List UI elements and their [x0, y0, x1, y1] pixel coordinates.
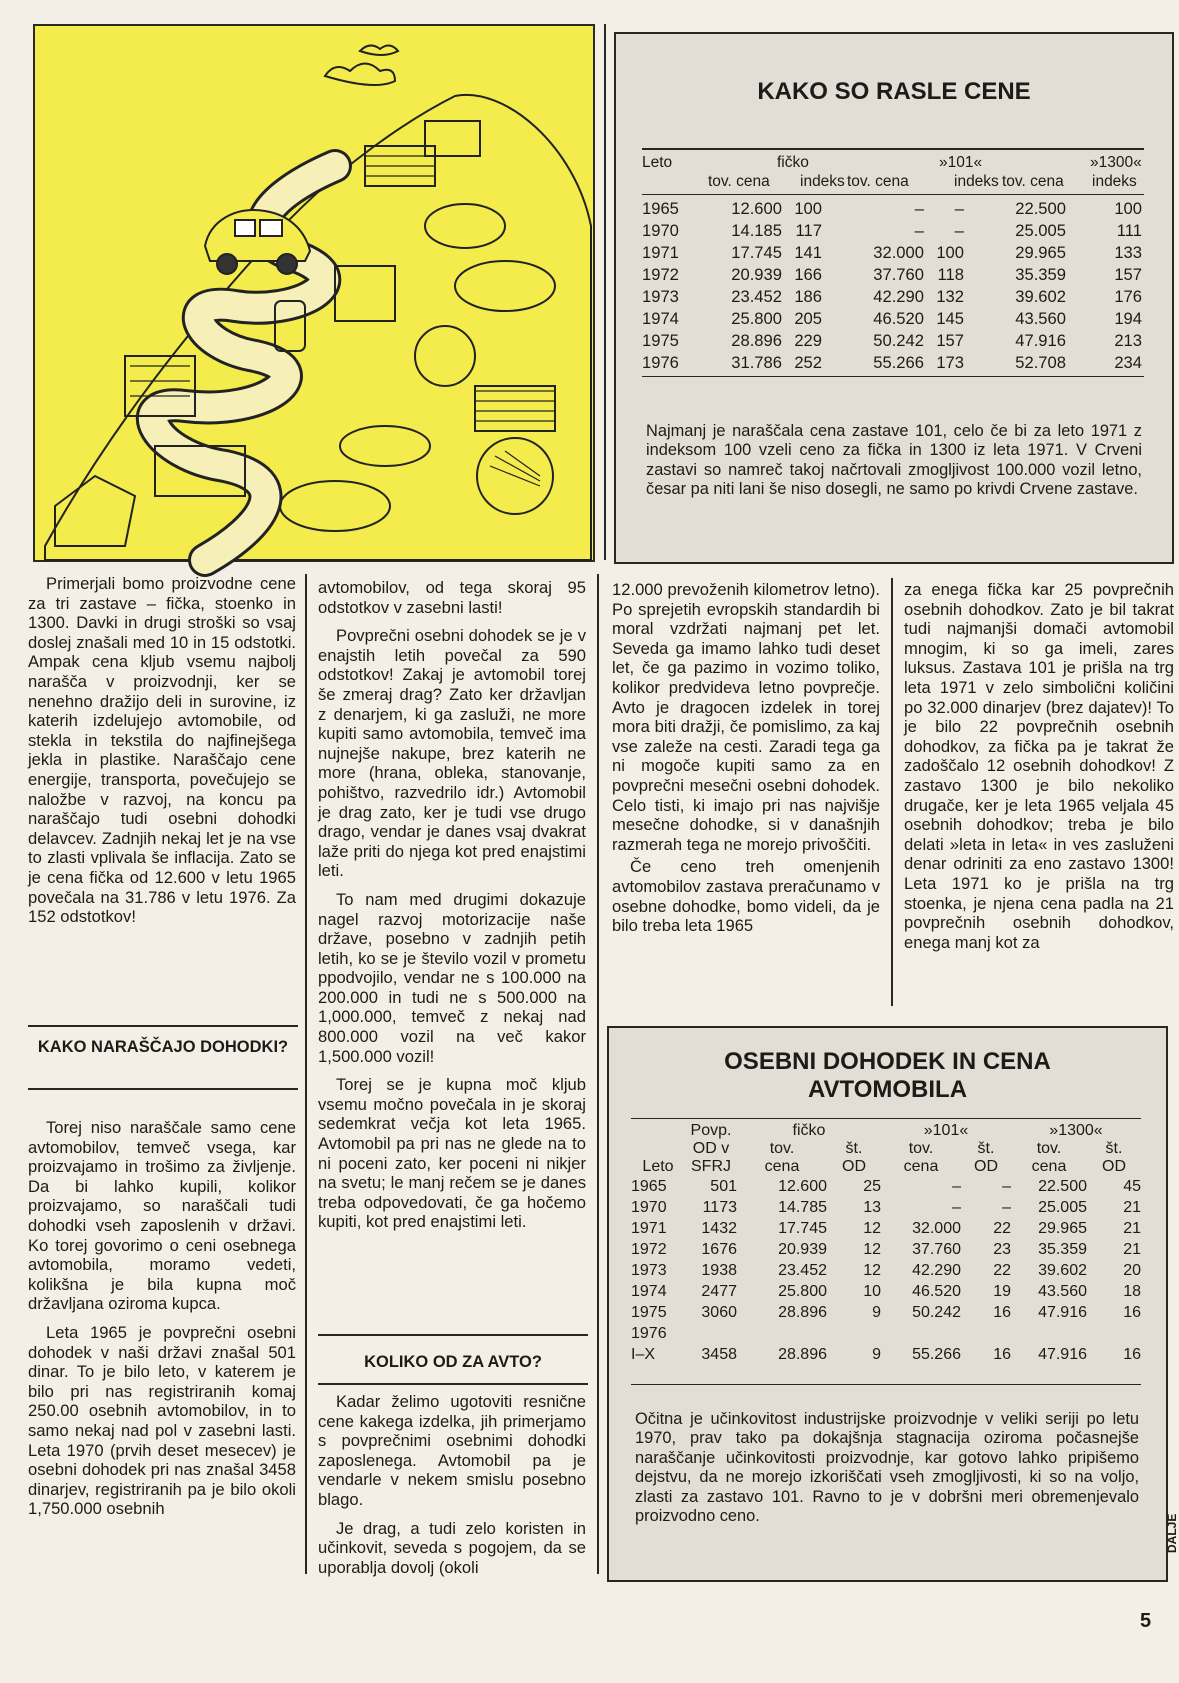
income-table-cell: 19	[993, 1282, 1011, 1300]
income-table-cell: 12.600	[778, 1177, 827, 1195]
price-table-cell: 118	[937, 265, 964, 284]
price-table-year: 1976	[642, 353, 679, 372]
income-table-row	[631, 1176, 1141, 1197]
col2-heading: KOLIKO OD ZA AVTO?	[364, 1353, 542, 1371]
col2-paragraph: Povprečni osebni dohodek se je v enajstih letih povečal za 590 odstotkov! Zakaj je avtomobil torej še zmeraj drag? Zato ker državljan z denarjem, ki ga zasluži, ne more kupiti samo avtomobila, temveč ima nujnejše nakupe, brez katerih ne more (hrana, obleka, stanovanje, pohištvo, razvedrilo idr.) Avtomobil je drag zato, ker je tudi vse drugo drago, vendar je danes vsaj dvakrat laže priti do njega kot pred enajstimi leti.	[318, 626, 586, 881]
income-header-cell: OD	[1102, 1158, 1126, 1175]
price-table-cell: 43.560	[1015, 309, 1066, 328]
price-table-cell: 166	[794, 265, 822, 284]
price-table-cell: 37.760	[873, 265, 924, 284]
price-table-cell: –	[954, 221, 964, 240]
income-table-cell: 25.005	[1038, 1198, 1087, 1216]
income-table-year: I–X	[631, 1345, 656, 1363]
column-divider	[891, 578, 893, 1006]
income-header-cell	[631, 1140, 685, 1158]
price-table-cell: 100	[1114, 199, 1142, 218]
price-table-row	[642, 330, 1142, 352]
price-table-year: 1973	[642, 287, 679, 306]
price-table-year: 1975	[642, 331, 679, 350]
price-table-cell: 23.452	[731, 287, 782, 306]
price-table-year: 1965	[642, 199, 679, 218]
price-table-row	[642, 220, 1142, 242]
continue-tab	[1164, 1505, 1177, 1555]
price-table-cell: 234	[1114, 353, 1142, 372]
price-table-cell: 20.939	[731, 265, 782, 284]
price-table-cell: 29.965	[1015, 243, 1066, 262]
income-table-cell: 42.290	[912, 1261, 961, 1279]
income-table-cell: 21	[1123, 1219, 1141, 1237]
income-table-cell: 3060	[701, 1303, 737, 1321]
income-header-cell: tov.	[769, 1140, 795, 1157]
price-table-row	[642, 308, 1142, 330]
income-table-cell: 20	[1123, 1261, 1141, 1279]
income-table-cell: 32.000	[912, 1219, 961, 1237]
income-table-cell: –	[1002, 1198, 1011, 1216]
income-box-title-line2: AVTOMOBILA	[807, 1076, 968, 1103]
income-table-cell: 18	[1123, 1282, 1141, 1300]
price-table-cell: 25.005	[1015, 221, 1066, 240]
price-table-cell: –	[914, 199, 924, 218]
col4-paragraph: za enega fička kar 25 povprečnih osebnih dohodkov. Zato je bil takrat tudi najmanjši domači avtomobil mnogim, ki so ga imeli, zares luksus. Zastava 101 je prišla na trg leta 1971 v zelo simbolični količini po 32.000 dinarjev (brez dajatev)! To je bilo 22 povprečnih osebnih dohodkov, za fička pa je takrat že zadoščalo 12 osebnih dohodkov! Z zastavo 1300 je bilo nekoliko drugače, ker je leta 1965 veljala 45 osebnih dohodkov; treba je bilo delati »leta in leta« in ves zasluženi denar odriniti za eno zastavo 1300! Leta 1971 ko je prišla na trg stoenka, je njena cena padla na 21 povprečnih osebnih dohodkov, enega manj kot za	[904, 580, 1174, 952]
price-table-cell: 100	[936, 243, 964, 262]
col2-paragraph: Je drag, a tudi zelo koristen in učinkovit, seveda s pogojem, da se uporablja dovolj (okoli	[318, 1518, 586, 1577]
price-table-year: 1974	[642, 309, 679, 328]
income-table-cell: 16	[993, 1303, 1011, 1321]
price-table-row	[642, 198, 1142, 220]
col1-paragraph: Torej niso naraščale samo cene avtomobilov, temveč vsega, kar proizvajamo in trošimo za življenje. Da bi lahko kupili, kolikor proizvajamo, so naraščali tudi dohodki vseh zaposlenih v državi. Ko torej govorimo o ceni osebnega avtomobila, moramo vedeti, kolikšna je bila kupna moč državljana oziroma kupca.	[28, 1118, 296, 1314]
table-bottom-rule	[642, 376, 1144, 377]
income-table-year: 1974	[631, 1282, 667, 1300]
heading-rule	[28, 1088, 298, 1090]
income-table-cell	[881, 1323, 961, 1344]
subheader: tov. cena	[847, 173, 909, 190]
income-header-cell: OD	[842, 1158, 866, 1175]
income-table-cell: 10	[863, 1282, 881, 1300]
income-table-row	[631, 1218, 1141, 1239]
income-table-cell: 1432	[701, 1219, 737, 1237]
subheader: indeks	[800, 173, 845, 190]
price-table-cell: –	[954, 199, 964, 218]
income-table-row	[631, 1323, 1141, 1344]
price-growth-box	[614, 32, 1174, 564]
price-table-header	[642, 154, 1142, 194]
income-header-cell: št.	[845, 1140, 863, 1157]
price-table-cell: 111	[1116, 221, 1142, 240]
price-table-row	[642, 242, 1142, 264]
income-table-cell: 23.452	[778, 1261, 827, 1279]
price-table-cell: 50.242	[873, 331, 924, 350]
col2-paragraph: Torej se je kupna moč kljub vsemu močno povečala in je skoraj sedemkrat večja kot leta 1965. Avtomobil pa pri nas ne glede na to ni poceni zato, ker poceni ni nikjer na svetu; le manj rečem se je danes treba odpovedovati, če ga hočemo kupiti, kot pred enajstimi leti.	[318, 1075, 586, 1232]
income-table-row	[631, 1344, 1141, 1365]
price-table-cell: 157	[936, 331, 964, 350]
income-header-row2	[631, 1140, 1141, 1158]
heading-rule	[28, 1025, 298, 1027]
income-table-cell: 1938	[701, 1261, 737, 1279]
income-table-cell: 20.939	[778, 1240, 827, 1258]
header-1300: »1300«	[1090, 154, 1142, 171]
price-box-note: Najmanj je naraščala cena zastave 101, celo če bi za leto 1971 z indeksom 100 vzeli ceno za fička in 1300 iz leta 1971. V Crveni zastavi so namreč takoj načrtovali zmogljivost 100.000 vozil letno, česar pa niti lani še niso dosegli, ne samo po krivdi Crvene zastave.	[646, 422, 1142, 499]
price-table-cell: 194	[1114, 309, 1142, 328]
price-table-cell: 32.000	[873, 243, 924, 262]
income-table-cell: 28.896	[778, 1345, 827, 1363]
price-table-cell: 52.708	[1015, 353, 1066, 372]
income-header-cell	[631, 1122, 685, 1140]
income-table-cell: 13	[863, 1198, 881, 1216]
price-table-cell: –	[914, 221, 924, 240]
income-table-year: 1970	[631, 1198, 667, 1216]
subheader: tov. cena	[708, 173, 770, 190]
price-table-cell: 25.800	[731, 309, 782, 328]
column-divider	[305, 574, 307, 1574]
income-box-note: Očitna je učinkovitost industrijske proizvodnje v veliki seriji po letu 1970, prav tako pa dokajšnja stagnacija oziroma počasnejše naraščanje učinkovitosti proizvodnje, kar gotovo lahko pripišemo dejstvu, da ne morejo izkoriščati vseh zmogljivosti, ki so na voljo, zlasti za zastavo 101. Ravno to je v dobršni meri obremenjevalo proizvodno ceno.	[635, 1410, 1139, 1526]
income-header-101: »101«	[923, 1122, 969, 1139]
price-table-cell: 55.266	[873, 353, 924, 372]
price-table-row	[642, 264, 1142, 286]
income-table-cell	[1087, 1323, 1141, 1344]
income-table-year: 1971	[631, 1219, 667, 1237]
income-table-cell: 23	[993, 1240, 1011, 1258]
column-2	[318, 578, 586, 1241]
col1-heading: KAKO NARAŠČAJO DOHODKI?	[37, 1038, 289, 1056]
income-table-cell: 21	[1123, 1240, 1141, 1258]
income-table-cell: 21	[1123, 1198, 1141, 1216]
income-table-cell: 37.760	[912, 1240, 961, 1258]
income-table-cell	[961, 1323, 1011, 1344]
income-table-cell	[685, 1323, 737, 1344]
income-table-row	[631, 1302, 1141, 1323]
price-table-cell: 157	[1114, 265, 1142, 284]
heading-rule	[318, 1334, 588, 1336]
price-table-cell: 100	[794, 199, 822, 218]
price-table-cell: 252	[794, 353, 822, 372]
income-price-box	[607, 1026, 1168, 1582]
income-table-year: 1965	[631, 1177, 667, 1195]
subheader: indeks	[1092, 173, 1137, 190]
income-table-cell: 22	[993, 1261, 1011, 1279]
income-box-title	[609, 1048, 1166, 1104]
income-table-cell: 35.359	[1038, 1240, 1087, 1258]
income-table-cell: 16	[1123, 1303, 1141, 1321]
income-table-cell	[737, 1323, 827, 1344]
income-table-year: 1975	[631, 1303, 667, 1321]
subheader: indeks	[954, 173, 999, 190]
price-table-cell: 176	[1114, 287, 1142, 306]
price-table-cell: 205	[794, 309, 822, 328]
income-table-cell: 46.520	[912, 1282, 961, 1300]
income-table-cell: 47.916	[1038, 1303, 1087, 1321]
price-table-cell: 186	[794, 287, 822, 306]
income-table-cell: 12	[863, 1240, 881, 1258]
income-header-row3	[631, 1158, 1141, 1176]
column-2-lower	[318, 1392, 586, 1586]
income-table-cell: –	[952, 1177, 961, 1195]
column-1-lower	[28, 1118, 296, 1528]
income-header-cell: tov.	[908, 1140, 934, 1157]
income-table-row	[631, 1281, 1141, 1302]
price-table-cell: 173	[936, 353, 964, 372]
price-table-cell: 133	[1114, 243, 1142, 262]
col2-paragraph: avtomobilov, od tega skoraj 95 odstotkov v zasebni lasti!	[318, 578, 586, 617]
col2-paragraph: To nam med drugimi dokazuje nagel razvoj motorizacije naše države, posebno v zadnjih petih letih, ko se je število vozil v prometu ppodvojilo, vendar ne s 100.000 na 200.000 in tudi ne s 500.000 na 1,000.000, temveč z nekaj nad 800.000 vozil na več kakor 1,500.000 vozil!	[318, 889, 586, 1066]
price-table-cell: 12.600	[731, 199, 782, 218]
income-table-cell	[1011, 1323, 1087, 1344]
income-table-cell: 25.800	[778, 1282, 827, 1300]
income-table-cell: 43.560	[1038, 1282, 1087, 1300]
price-table	[642, 198, 1142, 374]
price-table-cell: 39.602	[1015, 287, 1066, 306]
page-number: 5	[1140, 1610, 1152, 1632]
income-table-cell: 50.242	[912, 1303, 961, 1321]
income-table-year: 1973	[631, 1261, 667, 1279]
income-table-cell: 501	[710, 1177, 737, 1195]
price-table-year: 1971	[642, 243, 679, 262]
income-table-cell: 16	[993, 1345, 1011, 1363]
price-table-cell: 213	[1114, 331, 1142, 350]
income-table-cell: 12	[863, 1219, 881, 1237]
income-table-cell: 39.602	[1038, 1261, 1087, 1279]
income-table-cell: 2477	[701, 1282, 737, 1300]
price-box-title: KAKO SO RASLE CENE	[757, 78, 1031, 105]
income-header-cell: št.	[977, 1140, 995, 1157]
income-header-cell: Leto	[642, 1158, 674, 1175]
income-header-cell: cena	[903, 1158, 939, 1175]
income-header-cell: cena	[1031, 1158, 1067, 1175]
col1-paragraph: Leta 1965 je povprečni osebni dohodek v naši državi znašal 501 dinar. To je bilo leto, v katerem je bilo pri nas registriranih komaj 250.00 osebnih avtomobilov, in to samo nekaj nad pol v zasebni lasti. Leta 1970 (prvih deset mesecev) je osebni dohodek pri nas znašal 3458 dinarjev, registriranih pa je bilo okoli 1,750.000 osebnih	[28, 1322, 296, 1519]
price-table-row	[642, 286, 1142, 308]
heading-rule	[318, 1383, 588, 1385]
price-table-cell: 31.786	[731, 353, 782, 372]
income-header-cell: OD v	[692, 1140, 730, 1157]
header-ficko: fičko	[777, 154, 809, 171]
price-table-year: 1972	[642, 265, 679, 284]
income-table-cell: 55.266	[912, 1345, 961, 1363]
price-table-cell: 28.896	[731, 331, 782, 350]
subheader: tov. cena	[1002, 173, 1064, 190]
price-table-cell: 22.500	[1015, 199, 1066, 218]
price-table-cell: 145	[936, 309, 964, 328]
column-1	[28, 574, 296, 936]
income-header-row1	[631, 1122, 1141, 1140]
income-header-cell: Povp.	[690, 1122, 732, 1139]
income-header-cell: št.	[1105, 1140, 1123, 1157]
price-table-cell: 35.359	[1015, 265, 1066, 284]
income-table-year: 1972	[631, 1240, 667, 1258]
header-year: Leto	[642, 154, 673, 171]
col3-paragraph: Če ceno treh omenjenih avtomobilov zastava preračunamo v osebne dohodke, bomo videli, da je bilo treba leta 1965	[612, 857, 880, 936]
column-divider	[604, 24, 606, 560]
price-table-cell: 17.745	[731, 243, 782, 262]
income-table-cell: 22	[993, 1219, 1011, 1237]
income-table-cell: 22.500	[1038, 1177, 1087, 1195]
continue-tab-label: DALJE	[1165, 1513, 1179, 1553]
income-table-cell: 16	[1123, 1345, 1141, 1363]
income-table-cell: 9	[872, 1345, 881, 1363]
income-table-cell: 47.916	[1038, 1345, 1087, 1363]
income-table-cell: 28.896	[778, 1303, 827, 1321]
table-top-rule	[631, 1118, 1141, 1119]
income-table-cell: 45	[1123, 1177, 1141, 1195]
price-table-cell: 132	[936, 287, 964, 306]
header-rule	[642, 194, 1144, 195]
income-header-cell: tov.	[1036, 1140, 1062, 1157]
income-table-cell: 1676	[701, 1240, 737, 1258]
income-table-cell: 3458	[701, 1345, 737, 1363]
column-3	[612, 580, 880, 945]
income-table-cell: –	[1002, 1177, 1011, 1195]
table-bottom-rule	[631, 1384, 1141, 1385]
price-table-cell: 141	[794, 243, 822, 262]
income-table-cell	[827, 1323, 881, 1344]
price-table-cell: 14.185	[731, 221, 782, 240]
price-table-year: 1970	[642, 221, 679, 240]
income-header-cell: SFRJ	[691, 1158, 731, 1175]
income-header-cell: OD	[974, 1158, 998, 1175]
income-table-cell: 12	[863, 1261, 881, 1279]
income-table-row	[631, 1260, 1141, 1281]
price-table-cell: 47.916	[1015, 331, 1066, 350]
income-header-cell: cena	[764, 1158, 800, 1175]
col3-paragraph: 12.000 prevoženih kilometrov letno). Po sprejetih evropskih standardih bi moral vzdržati najmanj pet let. Seveda ga imamo lahko tudi deset let, če ga pazimo in vozimo toliko, kolikor predvideva letno povprečje. Avto je dragocen izdelek in torej mora biti dražji, če pomislimo, za kaj vse zaleže na cesti. Zaradi tega ga ni mogoče kupiti samo za en povprečni mesečni osebni dohodek. Celo tisti, ki imajo pri nas najvišje mesečne dohodke, si v današnjih razmerah tega ne morejo privoščiti.	[612, 580, 880, 854]
road-cartoon-drawing	[35, 26, 593, 560]
column-divider	[597, 574, 599, 1574]
price-table-cell: 46.520	[873, 309, 924, 328]
col1-paragraph: Primerjali bomo proizvodne cene za tri zastave – fička, stoenko in 1300. Davki in drugi stroški so vsaj doslej znašali med 10 in 15 odstotki. Ampak cena kljub vsemu najbolj narašča v proizvodnji, ker se nenehno dražijo deli in surovine, iz katerih izdelujejo avtomobile, od stekla in tekstila do najfinejšega jekla in plastike. Naraščajo cene energije, transporta, povečujejo se naložbe v razvoj, na koncu pa naraščajo tudi osebni dohodki delavcev. Zadnjih nekaj let je na vse to zlasti vplivala še inflacija. Zato se je cena fička od 12.600 v letu 1965 povečala na 31.786 v letu 1976. Za 152 odstotkov!	[28, 574, 296, 927]
table-top-rule	[642, 148, 1144, 150]
price-table-cell: 229	[794, 331, 822, 350]
income-table-cell: 9	[872, 1303, 881, 1321]
income-table-row	[631, 1239, 1141, 1260]
income-table-year: 1976	[631, 1324, 667, 1342]
income-table-cell: 25	[863, 1177, 881, 1195]
income-header-ficko: fičko	[792, 1122, 826, 1139]
income-table	[631, 1122, 1141, 1365]
price-table-row	[642, 352, 1142, 374]
header-101: »101«	[939, 154, 983, 171]
cartoon-illustration	[33, 24, 595, 562]
income-table-row	[631, 1197, 1141, 1218]
income-table-cell: 14.785	[778, 1198, 827, 1216]
income-table-cell: 1173	[702, 1198, 737, 1216]
price-table-cell: 117	[795, 221, 822, 240]
income-box-title-line1: OSEBNI DOHODEK IN CENA	[724, 1048, 1051, 1075]
col2-paragraph: Kadar želimo ugotoviti resnične cene kakega izdelka, jih primerjamo s povprečnimi osebnimi dohodki zaposlenega. Avtomobil pa je vendarle v nekem smislu posebno blago.	[318, 1392, 586, 1509]
price-table-cell: 42.290	[873, 287, 924, 306]
income-header-1300: »1300«	[1049, 1122, 1103, 1139]
column-4	[904, 580, 1174, 961]
income-table-cell: –	[952, 1198, 961, 1216]
income-table-cell: 17.745	[778, 1219, 827, 1237]
income-table-cell: 29.965	[1038, 1219, 1087, 1237]
